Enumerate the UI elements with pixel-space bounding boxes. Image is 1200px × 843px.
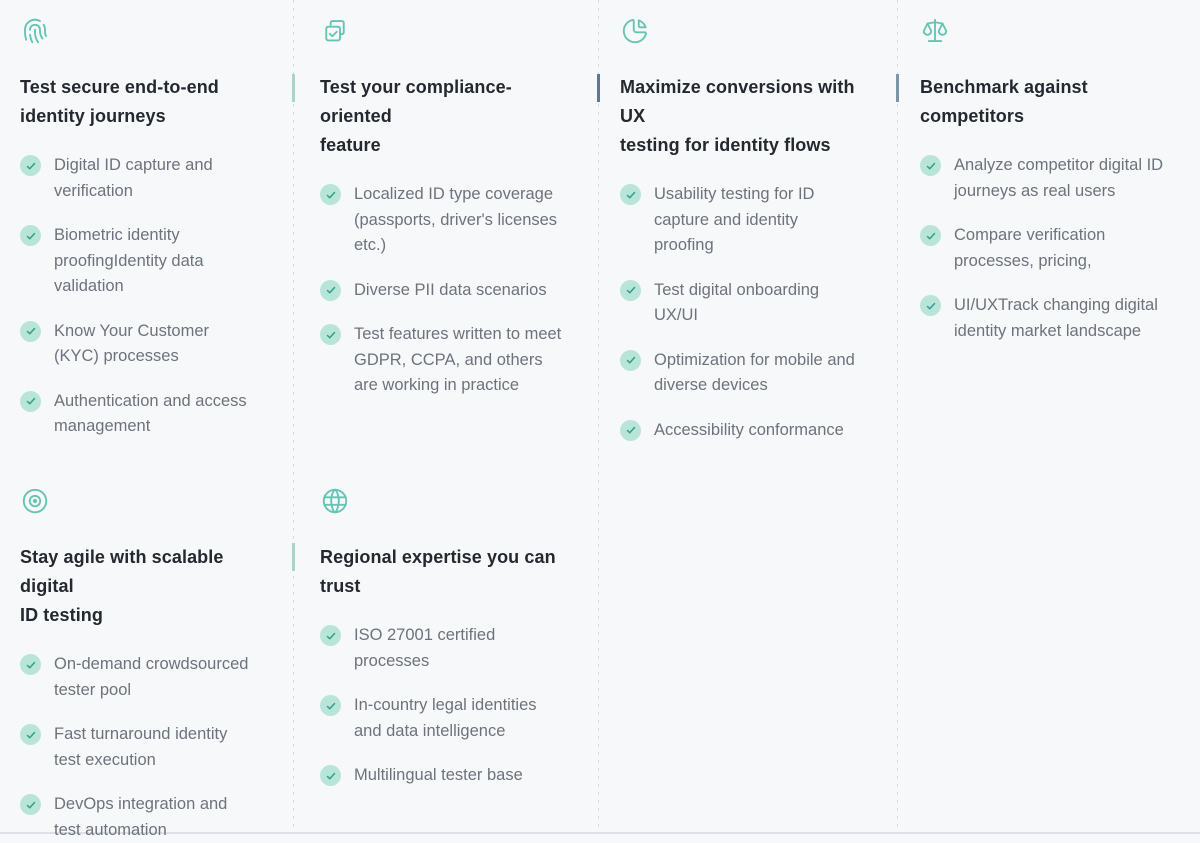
list-item: Compare verification processes, pricing, xyxy=(920,223,1170,274)
check-icon xyxy=(20,654,41,675)
list-item: Diverse PII data scenarios xyxy=(320,278,562,304)
feature-heading: Benchmark against competitors xyxy=(920,77,1088,126)
pie-chart-icon xyxy=(620,16,652,46)
check-icon xyxy=(20,321,41,342)
check-icon xyxy=(320,324,341,345)
check-icon xyxy=(320,184,341,205)
check-icon xyxy=(920,155,941,176)
feature-heading: Test secure end-to-end identity journeys xyxy=(20,77,219,126)
check-icon xyxy=(620,420,641,441)
list-item: Analyze competitor digital ID journeys as real users xyxy=(920,153,1170,204)
check-icon xyxy=(620,280,641,301)
list-item: In-country legal identities and data intelligence xyxy=(320,693,562,744)
check-icon xyxy=(20,155,41,176)
list-item: Multilingual tester base xyxy=(320,763,562,789)
feature-card-ux-conversions xyxy=(598,0,897,470)
fingerprint-icon xyxy=(20,16,52,46)
list-item: Biometric identity proofingIdentity data validation xyxy=(20,223,257,300)
list-item: ISO 27001 certified processes xyxy=(320,623,562,674)
check-icon xyxy=(920,295,941,316)
list-item: Localized ID type coverage (passports, driver's licenses etc.) xyxy=(320,182,562,259)
feature-card-scalable-testing xyxy=(0,470,293,843)
check-icon xyxy=(20,724,41,745)
feature-list xyxy=(20,652,257,843)
feature-heading: Stay agile with scalable digital ID testing xyxy=(20,547,224,625)
feature-heading: Maximize conversions with UX testing for identity flows xyxy=(620,77,855,155)
feature-list xyxy=(320,623,562,789)
list-item: Digital ID capture and verification xyxy=(20,153,257,204)
check-icon xyxy=(620,350,641,371)
list-item: On-demand crowdsourced tester pool xyxy=(20,652,257,703)
feature-list xyxy=(320,182,562,399)
check-icon xyxy=(620,184,641,205)
feature-heading: Test your compliance-oriented feature xyxy=(320,77,512,155)
check-icon xyxy=(320,625,341,646)
list-item: DevOps integration and test automation xyxy=(20,792,257,843)
feature-list xyxy=(920,153,1170,344)
feature-list xyxy=(620,182,857,443)
check-icon xyxy=(20,794,41,815)
feature-card-benchmark xyxy=(897,0,1200,470)
list-item: Usability testing for ID capture and identity proofing xyxy=(620,182,857,259)
feature-list xyxy=(20,153,257,440)
list-item: Authentication and access management xyxy=(20,389,257,440)
copy-check-icon xyxy=(320,16,352,46)
feature-heading: Regional expertise you can trust xyxy=(320,547,556,596)
check-icon xyxy=(320,765,341,786)
feature-card-identity-journeys xyxy=(0,0,293,470)
feature-card-regional-expertise xyxy=(293,470,598,843)
check-icon xyxy=(320,695,341,716)
list-item: Accessibility conformance xyxy=(620,418,857,444)
feature-card-compliance xyxy=(293,0,598,470)
target-icon xyxy=(20,486,52,516)
check-icon xyxy=(20,391,41,412)
check-icon xyxy=(920,225,941,246)
list-item: Optimization for mobile and diverse devices xyxy=(620,348,857,399)
check-icon xyxy=(320,280,341,301)
scales-icon xyxy=(920,16,952,46)
list-item: Know Your Customer (KYC) processes xyxy=(20,319,257,370)
list-item: UI/UXTrack changing digital identity market landscape xyxy=(920,293,1170,344)
list-item: Fast turnaround identity test execution xyxy=(20,722,257,773)
list-item: Test digital onboarding UX/UI xyxy=(620,278,857,329)
list-item: Test features written to meet GDPR, CCPA, and others are working in practice xyxy=(320,322,562,399)
check-icon xyxy=(20,225,41,246)
globe-icon xyxy=(320,486,352,516)
